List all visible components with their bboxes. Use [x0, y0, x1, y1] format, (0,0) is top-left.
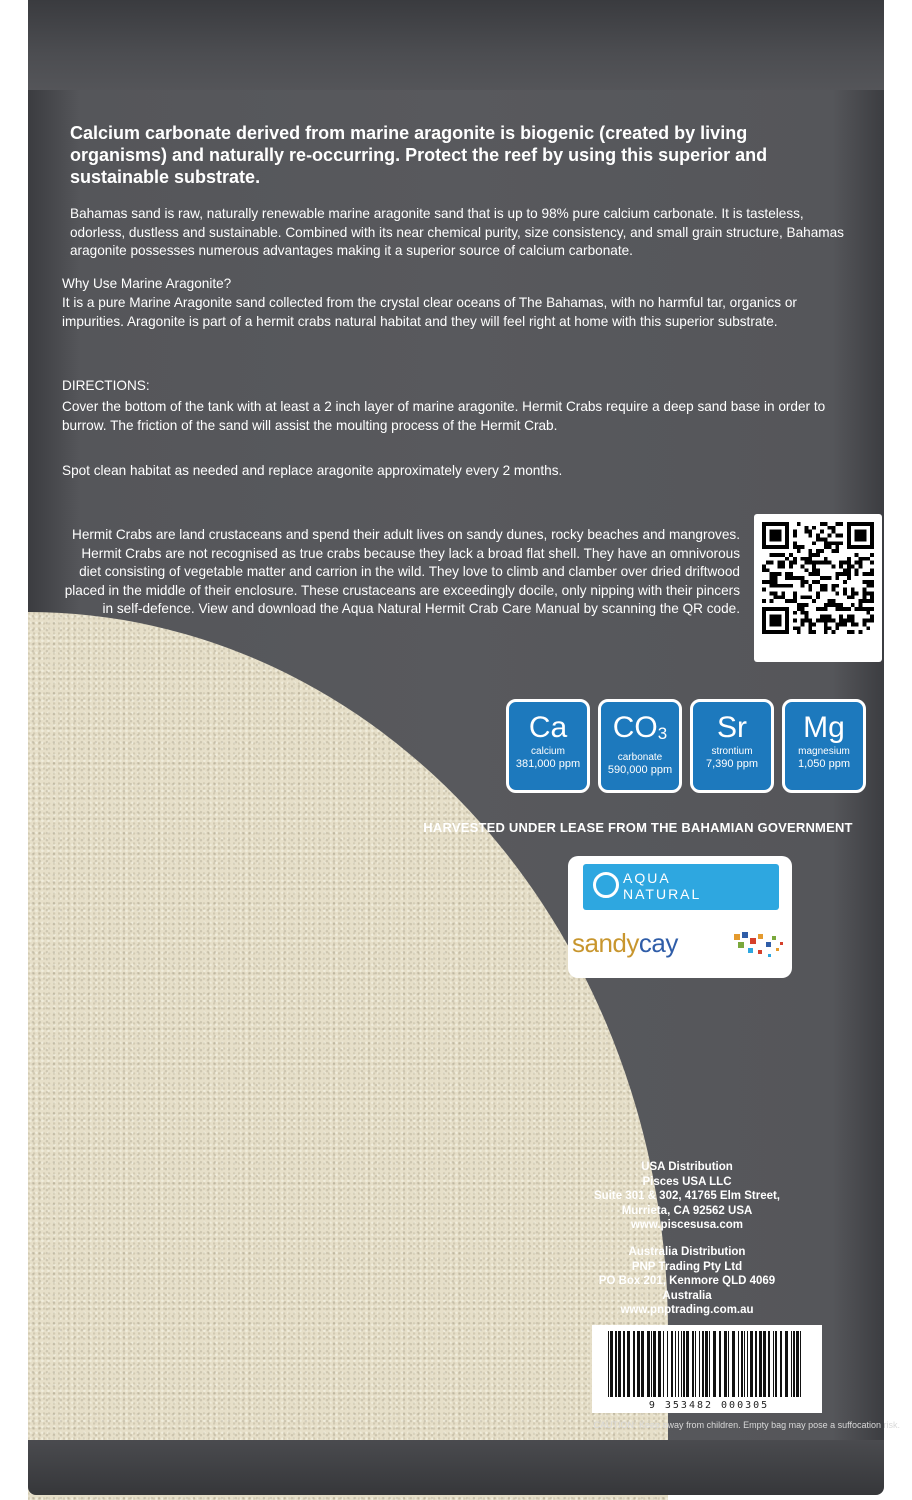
mosaic-squares-icon: [732, 930, 786, 964]
intro-paragraph: Bahamas sand is raw, naturally renewable marine aragonite sand that is up to 98% pure calcium carbonate. It is tasteless, odorless, dustless and sustainable. Combined with its near chemical purity, size consistency, and small grain structure, Bahamas aragonite possesses numerous advantages making it a superior source of calcium carbonate.: [70, 206, 844, 258]
why-paragraph: It is a pure Marine Aragonite sand collected from the crystal clear oceans of The Bahamas, with no harmful tar, organics or impurities. Aragonite is part of a hermit crabs natural habitat and they will feel right at home with this superior substrate.: [62, 295, 797, 329]
au-line: PNP Trading Pty Ltd: [631, 1260, 743, 1273]
element-badges: [506, 699, 886, 795]
barcode: [592, 1325, 822, 1413]
element-symbol: Mg: [803, 711, 845, 744]
australia-distribution: [592, 1245, 782, 1318]
directions-paragraph: Cover the bottom of the tank with at least a 2 inch layer of marine aragonite. Hermit Crabs require a deep sand base in order to burrow. The friction of the sand will assist the moulting process of the Hermit Crab.: [62, 399, 826, 433]
au-website-link[interactable]: www.pnptrading.com.au: [620, 1304, 754, 1316]
element-name: calcium: [531, 746, 565, 757]
sandycay-part1: sandy: [572, 928, 639, 958]
why-title: Why Use Marine Aragonite?: [62, 276, 232, 291]
element-symbol: Ca: [528, 711, 568, 744]
brand-logos: [568, 856, 792, 978]
usa-distribution: [592, 1160, 782, 1233]
barcode-icon: [606, 1331, 806, 1397]
caution-text: CAUTION: Keep away from children. Empty bag may pose a suffocation risk.: [593, 1420, 900, 1430]
usa-website-link[interactable]: www.piscesusa.com: [630, 1219, 744, 1231]
au-line: PO Box 201, Kenmore QLD 4069: [598, 1275, 776, 1287]
sandycay-logo: [572, 928, 678, 959]
aqua-logo-line1: AQUA: [623, 870, 671, 886]
usa-line: Murrieta, CA 92562 USA: [621, 1204, 753, 1217]
usa-line: Pisces USA LLC: [642, 1175, 732, 1188]
element-ppm: 590,000 ppm: [607, 764, 673, 776]
element-badge-strontium: [690, 699, 774, 793]
element-badge-calcium: [506, 699, 590, 793]
usa-line: USA Distribution: [641, 1161, 733, 1173]
element-ppm: 381,000 ppm: [515, 758, 581, 770]
element-badge-carbonate: [598, 699, 682, 793]
element-name: carbonate: [617, 752, 663, 763]
qr-code-icon: [762, 522, 874, 634]
au-line: Australia: [662, 1289, 712, 1302]
au-line: Australia Distribution: [628, 1246, 746, 1258]
harvest-notice: HARVESTED UNDER LEASE FROM THE BAHAMIAN GOVERNMENT: [423, 820, 853, 835]
cleaning-paragraph: Spot clean habitat as needed and replace aragonite approximately every 2 months.: [62, 463, 563, 478]
bag-top-seal: [28, 0, 884, 90]
bag-bottom-seal: [28, 1440, 884, 1495]
element-symbol: Sr: [717, 711, 747, 744]
element-ppm: 1,050 ppm: [798, 758, 850, 770]
element-badge-magnesium: [782, 699, 866, 793]
aqua-natural-logo: [583, 864, 779, 910]
qr-code[interactable]: [754, 514, 882, 662]
headline: Calcium carbonate derived from marine aragonite is biogenic (created by living organisms) and naturally re-occurring. Protect the reef by using this superior and sustainable substrate.: [70, 123, 768, 187]
usa-line: Suite 301 & 302, 41765 Elm Street,: [593, 1190, 781, 1202]
sandycay-part2: cay: [638, 928, 678, 958]
element-name: magnesium: [798, 746, 850, 757]
barcode-number: 9 353482 000305: [648, 1400, 770, 1411]
hermit-crab-info: Hermit Crabs are land crustaceans and spend their adult lives on sandy dunes, rocky beaches and mangroves. Hermit Crabs are not recognised as true crabs because they lack a broad flat shell. They have an omnivorous diet consisting of vegetable matter and carrion in the wild. They love to climb and clamber over dried driftwood placed in the middle of their enclosure. These crustaceans are exceedingly docile, only nipping with their pincers in self-defence. View and download the Aqua Natural Hermit Crab Care Manual by scanning the QR code.: [64, 527, 740, 616]
element-name: strontium: [711, 746, 753, 757]
aqua-circle-icon: [593, 872, 619, 898]
aqua-logo-line2: NATURAL: [623, 886, 702, 902]
element-ppm: 7,390 ppm: [706, 758, 758, 770]
directions-title: DIRECTIONS:: [62, 378, 150, 393]
element-symbol: $CO_3$: [612, 711, 668, 744]
